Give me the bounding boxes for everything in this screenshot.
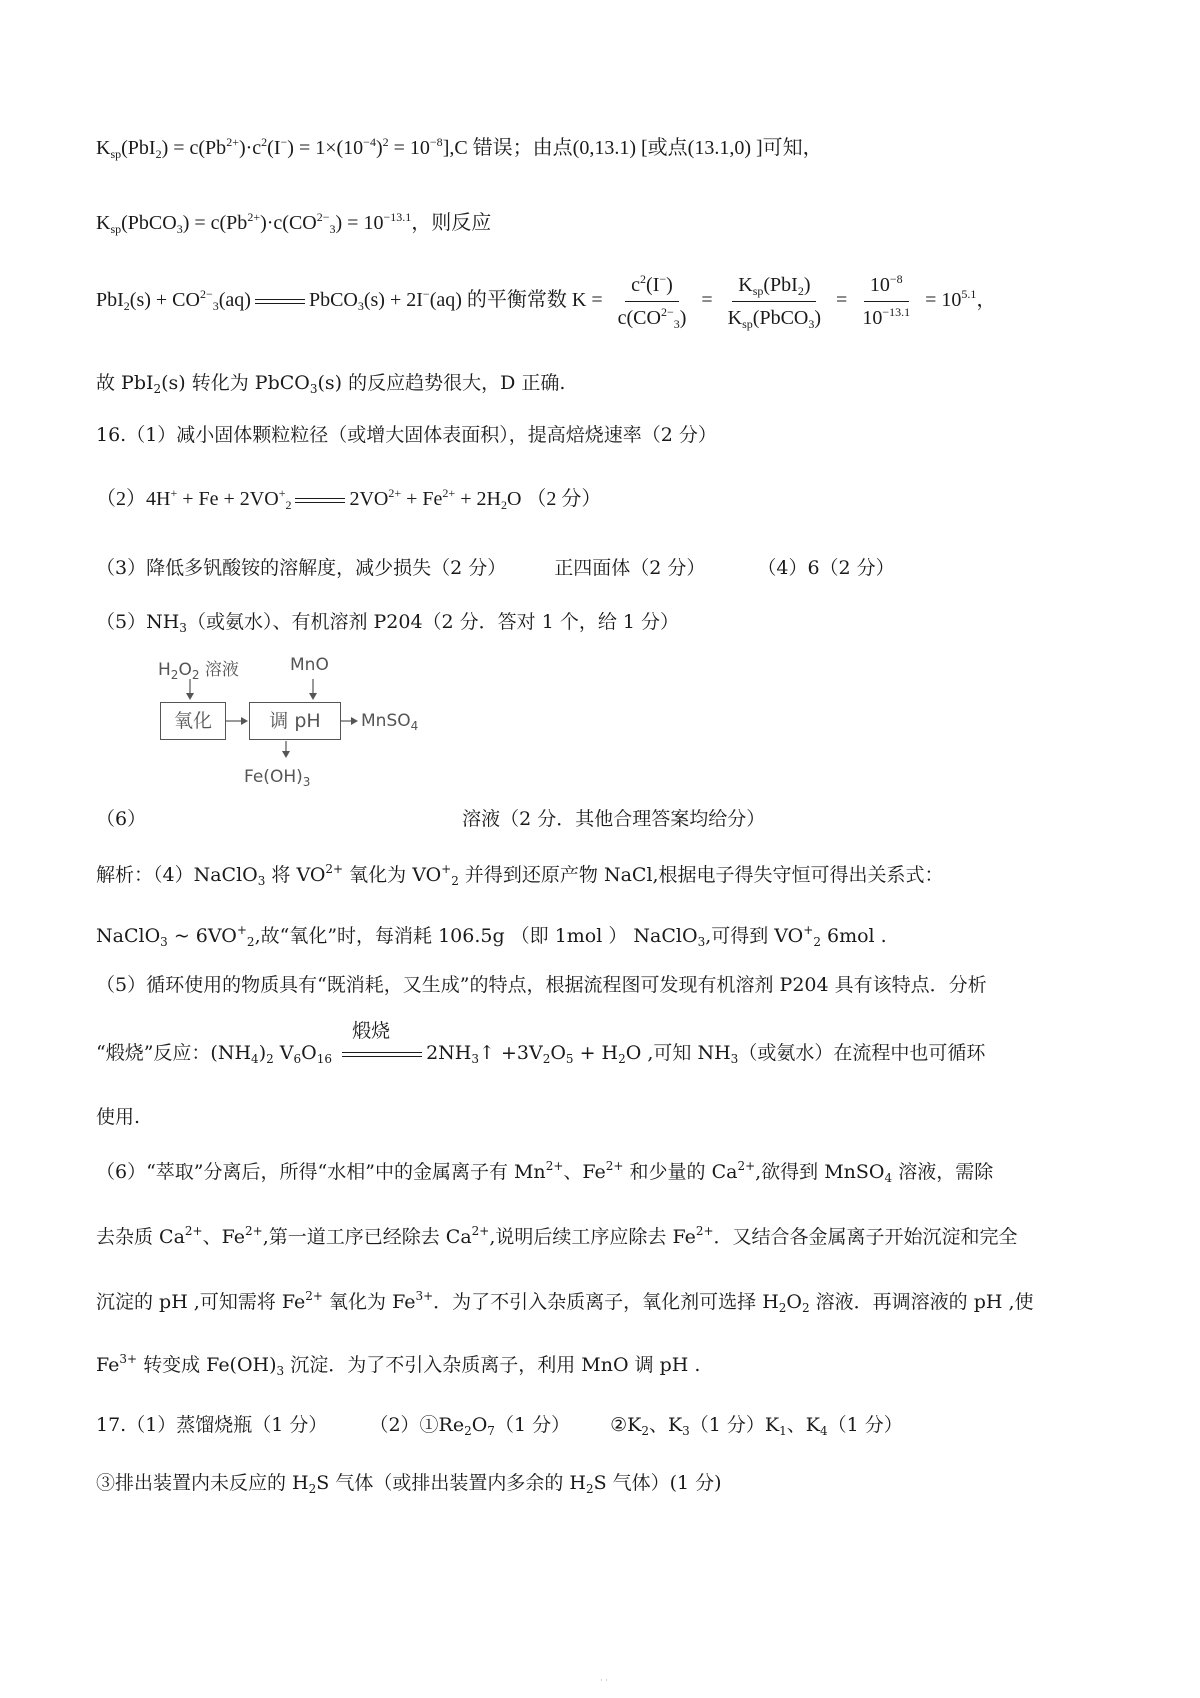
q16-part1: 16.（1）减小固体颗粒粒径（或增大固体表面积），提高焙烧速率（2 分） [96, 424, 717, 446]
fraction-powers-of-ten: $\frac{10^{-8}}{10^{-13.1}}$ [862, 271, 911, 329]
q17-part2-3: ③排出装置内未反应的 $H_2S$ 气体（或排出装置内多余的 $H_2S$ 气体）(1 分) [96, 1472, 722, 1496]
q16-part6: （6） 溶液（2 分．其他合理答案均给分） [96, 808, 766, 830]
analysis-part5-end: 使用. [96, 1106, 141, 1128]
q16-part5: $(5)NH_3$（或氨水）、有机溶剂 P204（2 分．答对 1 个，给 1 分） [96, 611, 679, 635]
equilibrium-constant-line: $PbI_2(s) + CO^{2-}_3(aq)$ PbCO$_3$(s) + 2I−(aq) 的平衡常数 K = $\frac{c^2(I^-)}{c(CO^{2-}_3)}$ = $\frac{K_{sp}(PbI_2)}{K_{sp}(PbCO_3)}$ = $\frac{10^{-8}}{10^{-13.1}}$ = $10^{5.1}$， [96, 271, 997, 331]
analysis-part6-line2: 去杂质 $Ca^{2+}$、$Fe^{2+}$,第一道工序已经除去 $Ca^{2+}$,说明后续工序应除去 $Fe^{2+}$．又结合各金属离子开始沉淀和完全 [96, 1224, 1018, 1248]
oxidation-step-box: 氧化 [160, 702, 226, 740]
ksp-pbi2-line: $K_{sp}(PbI_2) = c(Pb^{2+})\cdot c^2(I^-) = 1\times(10^{-4})^2 = 10^{-8}],C$ 错误；由点(0,13.1) [或点(13.1,0) ]可知， [96, 135, 823, 161]
fraction-ion-concentration: $\frac{c^2(I^-)}{c(CO^{2-}_3)}$ [617, 271, 687, 331]
q16-part3-4: （3）降低多钒酸铵的溶解度，减少损失（2 分） 正四面体（2 分） （4）6（2 分） [96, 557, 895, 579]
feoh3-label: $Fe(OH)_3$ [244, 767, 311, 789]
analysis-part6-line3: 沉淀的 pH ,可知需将 $Fe^{2+}$ 氧化为 $Fe^{3+}$．为了不引入杂质离子，氧化剂可选择 $H_2O_2$ 溶液．再调溶液的 pH ,使 [96, 1289, 1034, 1315]
q16-part2-equation: $(2)4H^+ + Fe + 2VO^+_2$ $2VO^{2+} + Fe^{2+} + 2H_2O$ （2 分） [96, 486, 602, 512]
analysis-part6-line1: （6）“萃取”分离后，所得“水相”中的金属离子有 $Mn^{2+}$、$Fe^{2+}$ 和少量的 $Ca^{2+}$,欲得到 MnSO$_4$ 溶液，需除 [96, 1159, 994, 1185]
analysis-part6-line4: $Fe^{3+}$ 转变成 $Fe(OH)_3$ 沉淀．为了不引入杂质离子，利用 MnO 调 pH . [96, 1352, 701, 1378]
analysis-part5-calcination-line: “煅烧”反应：$(NH_4)_2$ $V_6O_{16}$ 煅烧 $2NH_3↑ +3V_2O_5 + H_2O$ ,可知 $NH_3$（或氨水）在流程中也可循环 [96, 1019, 986, 1066]
process-flow-diagram [150, 655, 470, 815]
mnso4-label: MnSO$_4$ [361, 711, 419, 733]
conclusion-d-line: 故 PbI$_2$(s) 转化为 PbCO$_3$(s) 的反应趋势很大，D 正确. [96, 372, 566, 396]
ksp-pbco3-line: $K_{sp}(PbCO_3) = c(Pb^{2+})\cdot c(CO^{2-}_3) = 10^{-13.1}$，则反应 [96, 210, 492, 236]
footer-dots: · · [600, 1676, 608, 1685]
reaction-equals-sign [295, 498, 345, 503]
reaction-equals-sign [255, 299, 305, 304]
q17-parts1-2: 17.（1）蒸馏烧瓶（1 分） $(2)①Re_2O_7(1$ 分） $②K_2$、$K_3(1$ 分）$K_1$、$K_4(1$ 分） [96, 1414, 903, 1438]
analysis-part4-line1: 解析：（4）NaClO$_3$ 将 $VO^{2+}$ 氧化为 $VO^+_2$ 并得到还原产物 NaCl,根据电子得失守恒可得出关系式： [96, 862, 944, 888]
analysis-part5-line1: （5）循环使用的物质具有“既消耗，又生成”的特点，根据流程图可发现有机溶剂 P204 具有该特点．分析 [96, 974, 987, 996]
calcination-condition-sign: 煅烧 [342, 1052, 422, 1057]
fraction-ksp-ratio: $\frac{K_{sp}(PbI_2)}{K_{sp}(PbCO_3)}$ [727, 273, 822, 331]
analysis-part4-line2: NaClO$_3$ ~ $6VO^+_2$,故“氧化”时，每消耗 106.5g （即 1mol ） NaClO$_3$,可得到 $VO^+_2$ 6mol . [96, 923, 887, 949]
h2o2-label: $H_2O_2$ 溶液 [158, 660, 239, 682]
mno-label: MnO [290, 655, 329, 675]
adjust-ph-step-box: 调 pH [249, 702, 341, 740]
